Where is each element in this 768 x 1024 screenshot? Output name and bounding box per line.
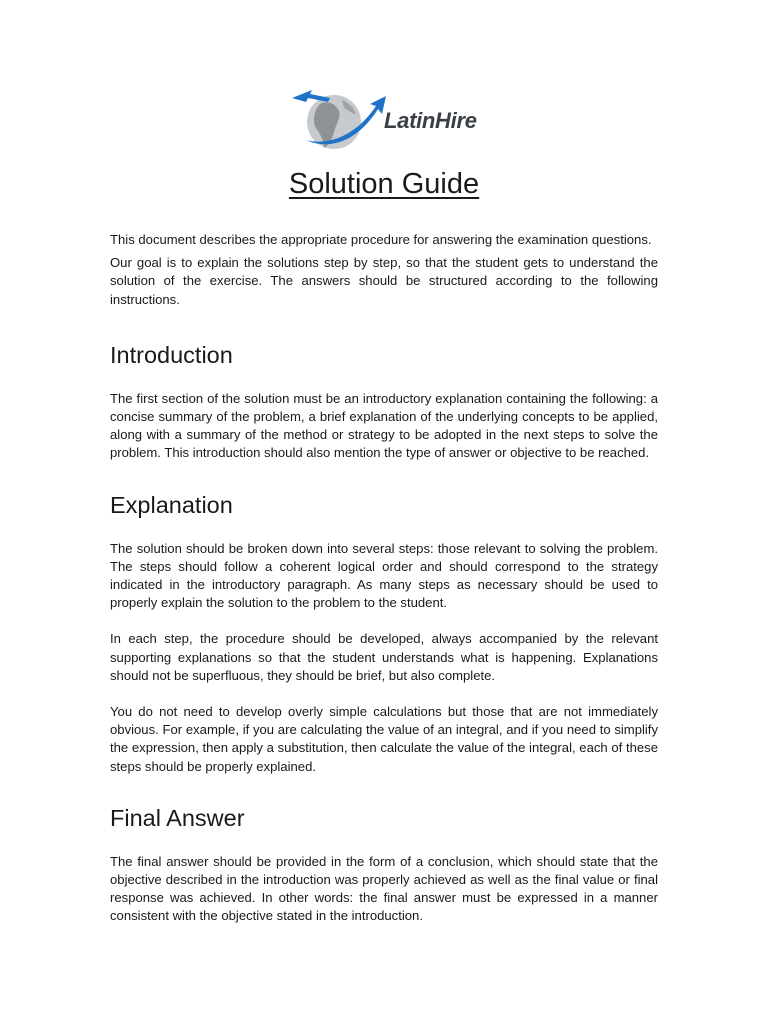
heading-explanation: Explanation xyxy=(110,491,233,518)
document-body xyxy=(110,231,658,926)
title-text: Solution Guide xyxy=(288,168,480,200)
intro-paragraph-2: Our goal is to explain the solutions step by step, so that the student gets to understand the solution of the exercise. The answers should be structured according to the following instructions. xyxy=(110,255,658,307)
intro-paragraph-1: This document describes the appropriate procedure for answering the examination questions. xyxy=(110,232,652,247)
introduction-paragraph: The first section of the solution must be an introductory explanation containing the following: a concise summary of the problem, a brief explanation of the underlying concepts to be applied, along with a summary of the method or strategy to be adopted in the next steps to solve the problem. This introduction should also mention the type of answer or objective to be reached. xyxy=(110,390,658,461)
document-title xyxy=(0,166,768,202)
latinhire-logo xyxy=(284,78,490,158)
heading-introduction: Introduction xyxy=(110,341,233,368)
heading-final-answer: Final Answer xyxy=(110,804,245,831)
explanation-paragraph-1: The solution should be broken down into several steps: those relevant to solving the problem. The steps should follow a coherent logical order and should correspond to the strategy indicated in the introductory paragraph. As many steps as necessary should be used to properly explain the solution to the problem to the student. xyxy=(110,540,658,611)
brand-name: LatinHire xyxy=(384,108,477,133)
final-answer-paragraph: The final answer should be provided in the form of a conclusion, which should state that the objective described in the introduction was properly achieved as well as the final value or final response was achieved. In other words: the final answer must be expressed in a manner consistent with the objective stated in the introduction. xyxy=(110,853,658,924)
explanation-paragraph-3: You do not need to develop overly simple calculations but those that are not immediately obvious. For example, if you are calculating the value of an integral, and if you need to simplify the expression, then apply a substitution, then calculate the value of the integral, each of these steps should be properly explained. xyxy=(110,704,658,774)
explanation-paragraph-2: In each step, the procedure should be developed, always accompanied by the relevant supporting explanations so that the student understands what is happening. Explanations should not be superfluous, they should be brief, but also complete. xyxy=(110,631,658,683)
